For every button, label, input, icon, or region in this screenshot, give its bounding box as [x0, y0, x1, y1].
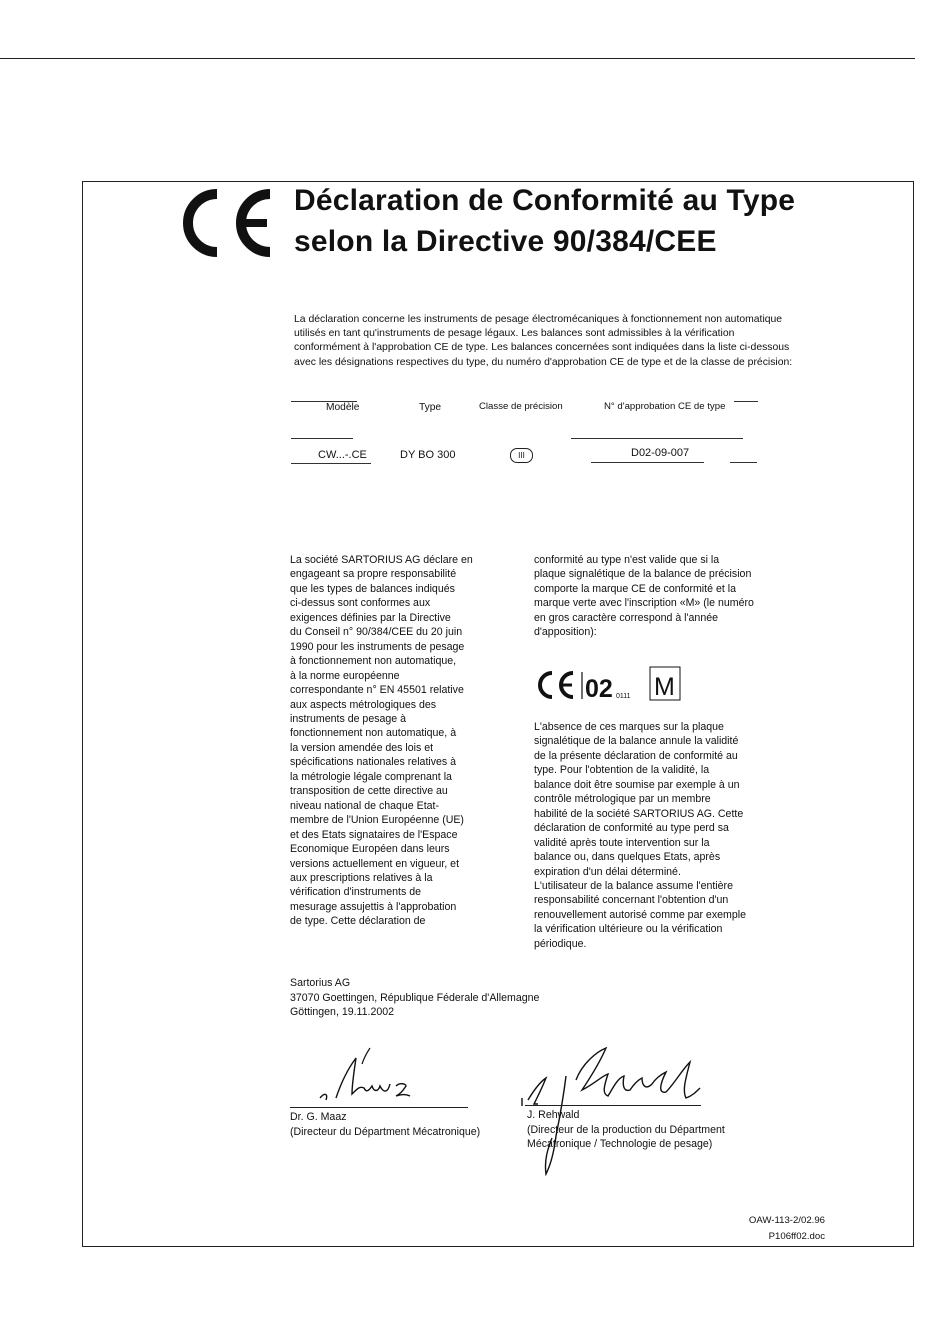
form-number: OAW-113-2/02.96 — [748, 1215, 825, 1226]
text-line: Economique Européen dans leurs — [290, 843, 450, 856]
text-line: aux aspects métrologiques des — [290, 698, 437, 711]
text-line: à fonctionnement non automatique, — [290, 655, 457, 668]
text-line: déclaration de conformité au type perd sa — [534, 822, 729, 835]
address-line: Göttingen, 19.11.2002 — [290, 1006, 395, 1019]
text-line: balance doit être soumise par exemple à un — [534, 778, 740, 791]
mark-m: M — [654, 673, 675, 701]
signature-line — [290, 1107, 468, 1108]
text-line: transposition de cette directive au — [290, 785, 448, 798]
text-line: signalétique de la balance annule la validité — [534, 735, 739, 748]
cell-type: DY BO 300 — [400, 449, 456, 461]
address-line: 37070 Goettingen, République Féderale d'Allemagne — [290, 991, 540, 1004]
text-line: de type. Cette déclaration de — [290, 915, 426, 928]
text-line: vérification d'instruments de — [290, 886, 421, 899]
text-line: contrôle métrologique par un membre — [534, 793, 711, 806]
text-line: L'absence de ces marques sur la plaque — [534, 721, 724, 733]
text-line: engageant sa propre responsabilité — [290, 568, 457, 581]
intro-line: La déclaration concerne les instruments de pesage électromécaniques à fonctionnement non automatique — [294, 314, 783, 325]
top-rule — [0, 58, 915, 59]
text-line: la vérification ultérieure ou la vérification — [534, 923, 723, 936]
cell-approval: D02-09-007 — [631, 447, 690, 459]
title-line-1: Déclaration de Conformité au Type — [294, 184, 796, 217]
signature-line — [525, 1105, 701, 1106]
header-approval: N° d'approbation CE de type — [604, 401, 726, 412]
text-line: et des Etats signataires de l'Espace — [290, 828, 458, 841]
text-line: aux prescriptions relatives à la — [290, 871, 433, 884]
signer-role: (Directeur du Départment Mécatronique) — [290, 1125, 481, 1138]
text-line: ci-dessus sont conformes aux — [290, 597, 431, 610]
declaration-left-column — [290, 553, 486, 929]
header-model: Modèle — [326, 402, 360, 413]
declaration-right-column-bottom — [534, 720, 774, 951]
text-line: validité après toute intervention sur la — [534, 836, 710, 849]
intro-paragraph — [294, 313, 834, 370]
text-line: fonctionnement non automatique, à — [290, 727, 457, 740]
text-line: la métrologie légale comprenant la — [290, 770, 452, 783]
signer-rehwald — [527, 1108, 725, 1152]
table-rule — [291, 463, 371, 464]
signer-role: (Directeur de la production du Départment — [527, 1123, 725, 1136]
page-title — [294, 180, 795, 262]
intro-line: utilisés en tant qu'instruments de pesage légaux. Les balances sont admissibles à la vérification — [294, 328, 735, 340]
ce-mark-logo — [172, 188, 276, 258]
intro-line: conformément à l'approbation CE de type. Les balances concernées sont indiquées dans la liste ci-dessous — [294, 342, 790, 354]
table-rule — [730, 462, 757, 463]
table-rule — [591, 462, 704, 463]
text-line: comporte la marque CE de conformité et la — [534, 582, 736, 595]
text-line: que les types de balances indiqués — [290, 582, 455, 595]
header-type: Type — [419, 402, 442, 413]
conformity-marks — [536, 665, 686, 705]
signer-maaz — [290, 1110, 480, 1139]
text-line: spécifications nationales relatives à — [290, 756, 457, 769]
text-line: du Conseil n° 90/384/CEE du 20 juin — [290, 626, 463, 639]
signature-maaz — [300, 1044, 440, 1110]
signer-name: Dr. G. Maaz — [290, 1111, 347, 1123]
document-reference — [749, 1213, 825, 1244]
text-line: membre de l'Union Européenne (UE) — [290, 814, 464, 827]
signer-role: Mécatronique / Technologie de pesage) — [527, 1138, 713, 1151]
text-line: expiration d'un délai déterminé. — [534, 865, 681, 878]
text-line: renouvellement autorisé comme par exemple — [534, 908, 746, 921]
text-line: marque verte avec l'inscription «M» (le numéro — [534, 597, 754, 610]
cell-model: CW...-.CE — [318, 449, 367, 461]
header-class: Classe de précision — [479, 401, 563, 412]
text-line: périodique. — [534, 937, 587, 950]
approval-table — [291, 396, 761, 468]
text-line: versions actuellement en vigueur, et — [290, 857, 460, 870]
text-line: correspondante n° EN 45501 relative — [290, 684, 464, 697]
text-line: plaque signalétique de la balance de précision — [534, 568, 752, 581]
text-line: conformité au type n'est valide que si la — [534, 554, 720, 566]
text-line: balance ou, dans quelques Etats, après — [534, 851, 721, 864]
address-line: Sartorius AG — [290, 977, 351, 989]
table-rule — [291, 438, 353, 439]
cell-class: III — [510, 448, 533, 463]
text-line: 1990 pour les instruments de pesage — [290, 640, 465, 653]
table-rule — [734, 401, 758, 402]
text-line: L'utilisateur de la balance assume l'entière — [534, 879, 733, 892]
table-rule — [571, 438, 743, 439]
text-line: exigences définies par la Directive — [290, 611, 451, 624]
mark-code: 0111 — [616, 693, 631, 700]
text-line: la version amendée des lois et — [290, 741, 434, 754]
text-line: niveau national de chaque Etat- — [290, 799, 440, 812]
intro-line: avec les désignations respectives du type, du numéro d'approbation CE de type et de la classe de précision: — [294, 356, 793, 368]
text-line: en gros caractère correspond à l'année — [534, 611, 718, 624]
text-line: à la norme européenne — [290, 669, 400, 682]
text-line: mesurage assujettis à l'approbation — [290, 900, 457, 913]
company-address — [290, 976, 539, 1020]
signer-name: J. Rehwald — [527, 1109, 580, 1121]
file-name: P106ff02.doc — [768, 1230, 825, 1242]
declaration-right-column-top — [534, 553, 774, 640]
text-line: habilité de la société SARTORIUS AG. Cette — [534, 807, 744, 820]
text-line: d'apposition): — [534, 626, 597, 639]
text-line: La société SARTORIUS AG déclare en — [290, 554, 473, 566]
text-line: responsabilité concernant l'obtention d'un — [534, 894, 729, 907]
text-line: instruments de pesage à — [290, 712, 407, 725]
text-line: de la présente déclaration de conformité au — [534, 749, 738, 762]
text-line: type. Pour l'obtention de la validité, la — [534, 764, 710, 777]
mark-year: 02 — [585, 675, 613, 703]
title-line-2: selon la Directive 90/384/CEE — [294, 225, 717, 258]
